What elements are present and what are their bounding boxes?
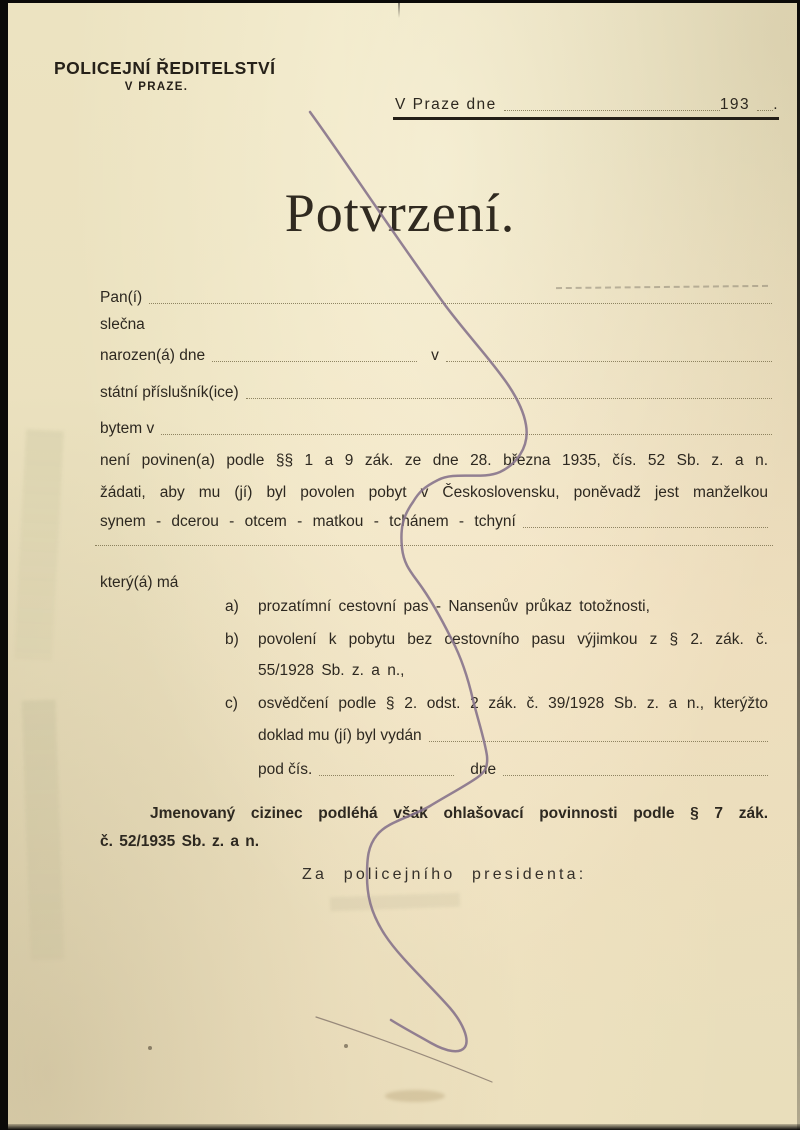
paragraph-line-1: není povinen(a) podle §§ 1 a 9 zák. ze dne 28. března 1935, čís. 52 Sb. z. a n.: [100, 452, 768, 469]
residence-leader: [161, 434, 772, 435]
dateline-leader: [504, 110, 720, 111]
dateline-prefix: V Praze dne: [395, 96, 497, 113]
dateline-leader-short: [757, 110, 773, 111]
born-place-leader: [446, 361, 772, 362]
relation-leader: [523, 527, 768, 528]
scan-edge-top: [0, 0, 800, 3]
dne-label: dne: [470, 761, 497, 778]
born-label: narozen(á) dne: [100, 347, 206, 364]
item-a-line-1: prozatímní cestovní pas - Nansenův průkaz totožnosti,: [258, 598, 650, 615]
signature-block: Za policejního presidenta:: [302, 866, 587, 883]
dateline: [395, 96, 779, 114]
field-born: [100, 347, 772, 365]
item-b-line-1: povolení k pobytu bez cestovního pasu výjimkou z § 2. zák. č.: [258, 631, 768, 648]
paragraph-line-3-row: [100, 513, 768, 531]
field-residence: [100, 420, 772, 438]
born-date-leader: [212, 361, 417, 362]
speck-mark: [344, 1044, 348, 1048]
salutation-leader: [149, 303, 772, 304]
bleed-through-mark: [14, 429, 64, 661]
item-b-line-2: 55/1928 Sb. z. a n.,: [258, 662, 405, 679]
scan-edge-left: [0, 0, 8, 1130]
dotted-separator: [95, 545, 773, 546]
pen-stroke-main: [310, 112, 527, 1051]
letterhead-place: V PRAZE.: [124, 81, 189, 93]
salutation-top-label: Pan(í): [100, 289, 143, 306]
field-nationality: [100, 384, 772, 402]
item-c-marker: c): [225, 695, 238, 712]
bleed-through-mark: [21, 699, 64, 960]
letterhead-org: POLICEJNÍ ŘEDITELSTVÍ: [54, 58, 276, 78]
number-leader: [319, 775, 454, 776]
bleed-through-mark: [330, 893, 460, 912]
pen-stroke-tail: [316, 1017, 492, 1082]
salutation-bottom-label: slečna: [100, 316, 145, 333]
paragraph-line-2: žádati, aby mu (jí) byl povolen pobyt v Československu, poněvadž jest manželkou: [100, 484, 768, 501]
item-a-marker: a): [225, 598, 239, 615]
field-number-date: [258, 761, 768, 779]
born-in-label: v: [431, 347, 439, 364]
page-title: Potvrzení.: [284, 183, 516, 243]
speck-mark: [148, 1046, 152, 1050]
issued-leader: [429, 741, 768, 742]
stain-mark: [385, 1090, 445, 1102]
notice-line-2: č. 52/1935 Sb. z. a n.: [100, 833, 260, 850]
dateline-century: 193: [719, 96, 751, 113]
item-b-marker: b): [225, 631, 239, 648]
list-intro: který(á) má: [100, 574, 179, 591]
paragraph-line-3: synem - dcerou - otcem - matkou - tchánem - tchyní: [100, 513, 516, 530]
dateline-period: .: [773, 96, 779, 113]
pod-cis-label: pod čís.: [258, 761, 313, 778]
residence-label: bytem v: [100, 420, 155, 437]
nationality-leader: [246, 398, 772, 399]
nationality-label: státní příslušník(ice): [100, 384, 239, 401]
field-salutation: [100, 289, 772, 307]
date-leader: [503, 775, 768, 776]
notice-line-1: Jmenovaný cizinec podléhá však ohlašovací povinnosti podle § 7 zák.: [150, 805, 768, 822]
item-c-line-2-row: [258, 727, 768, 745]
dateline-underline: [393, 117, 779, 120]
item-c-line-2: doklad mu (jí) byl vydán: [258, 727, 422, 744]
scan-edge-bottom: [0, 1124, 800, 1130]
item-c-line-1: osvědčení podle § 2. odst. 2 zák. č. 39/1928 Sb. z. a n., kterýžto: [258, 695, 768, 712]
